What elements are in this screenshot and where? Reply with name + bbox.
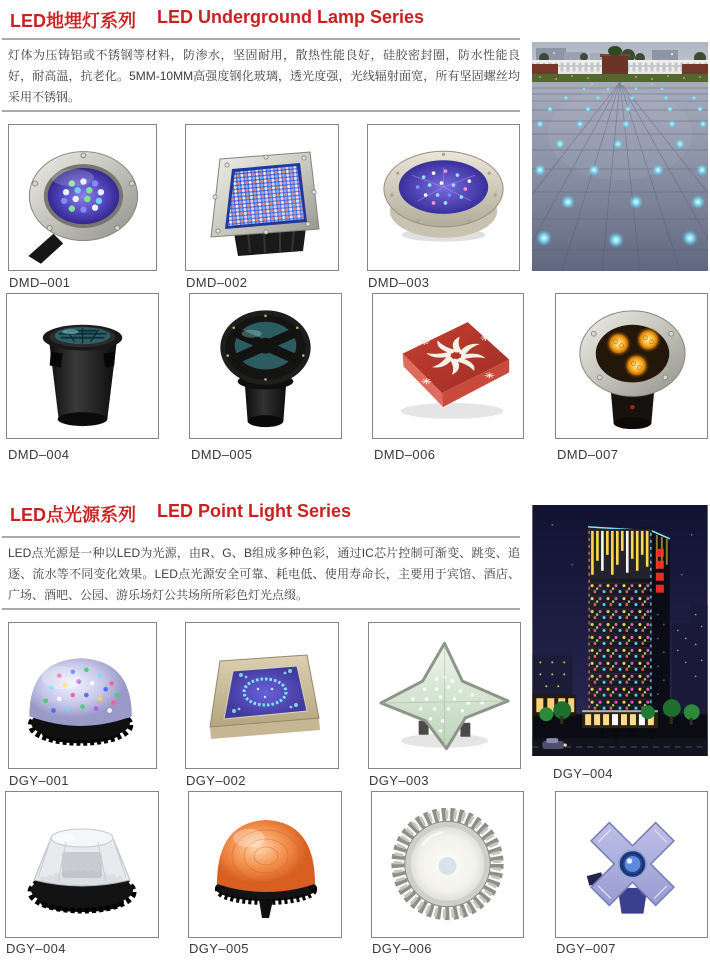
dmd-001-product-image <box>8 124 157 271</box>
dmd-005-product-image <box>189 293 342 439</box>
amber-led-underground-lamp-graphic <box>556 294 707 438</box>
product-code-label: DGY–002 <box>186 773 246 788</box>
product-code-label: DGY–006 <box>372 941 432 956</box>
orange-dome-point-light-graphic <box>189 792 341 937</box>
dgy-006-product-image <box>371 791 524 938</box>
divider <box>2 608 520 610</box>
red-tile-underground-lamp-graphic <box>373 294 523 438</box>
product-code-label: DMD–002 <box>186 275 248 290</box>
black-cylinder-underground-lamp-graphic <box>7 294 158 438</box>
dmd-003-product-image <box>367 124 520 271</box>
product-code-label: DGY–004 <box>6 941 66 956</box>
divider <box>2 536 520 538</box>
section-dgy-title-zh: LED点光源系列 <box>10 505 136 525</box>
section-dmd-title-zh: LED地埋灯系列 <box>10 11 136 31</box>
dgy-005-product-image <box>188 791 342 938</box>
dgy-001-product-image <box>8 622 157 769</box>
building-application-photo <box>532 505 708 756</box>
round-underground-lamp-graphic <box>9 125 156 270</box>
product-code-label: DGY–003 <box>369 773 429 788</box>
dmd-007-product-image <box>555 293 708 439</box>
product-code-label: DMD–007 <box>557 447 619 462</box>
grille-underground-lamp-graphic <box>190 294 341 438</box>
underground-lamp-plaza-scene <box>532 42 708 271</box>
dmd-002-product-image <box>185 124 339 271</box>
side-image-code-label: DGY–004 <box>553 766 613 781</box>
dmd-006-product-image <box>372 293 524 439</box>
dgy-007-product-image <box>555 791 708 938</box>
product-code-label: DGY–007 <box>556 941 616 956</box>
section-dmd-title-en: LED Underground Lamp Series <box>157 7 425 27</box>
divider <box>2 38 520 40</box>
heatsink-point-light-graphic <box>372 792 523 937</box>
dgy-004-product-image <box>5 791 159 938</box>
product-code-label: DMD–004 <box>8 447 70 462</box>
dgy-003-product-image <box>368 622 521 769</box>
product-code-label: DMD–003 <box>368 275 430 290</box>
point-light-building-scene <box>532 505 708 756</box>
section-dgy-title-en: LED Point Light Series <box>157 501 352 521</box>
bowl-underground-lamp-graphic <box>368 125 519 270</box>
divider <box>2 110 520 112</box>
dome-point-light-graphic <box>9 623 156 768</box>
plaza-application-photo <box>532 42 708 271</box>
square-underground-lamp-graphic <box>186 125 338 270</box>
section-dmd-description: 灯体为压铸铝或不锈钢等材料，防渗水，坚固耐用，散热性能良好，硅胶密封圈，防水性能良好，耐高温，抗老化。5MM-10MM高强度钢化玻璃，透光度强，光线辐射面宽，所有坚固螺丝均采用不锈钢。 <box>8 48 520 104</box>
product-code-label: DMD–005 <box>191 447 253 462</box>
section-dgy-description: LED点光源是一种以LED为光源，由R、G、B组成多种色彩，通过IC芯片控制可渐变、跳变、追逐、流水等不同变化效果。LED点光源安全可靠、耗电低、使用寿命长，主要用于宾馆、酒店、广场、酒吧、公园、游乐场灯公共场所所彩色灯光点缀。 <box>8 546 520 602</box>
cross-point-light-graphic <box>556 792 707 937</box>
clear-dome-point-light-graphic <box>6 792 158 937</box>
product-code-label: DGY–001 <box>9 773 69 788</box>
dgy-002-product-image <box>185 622 339 769</box>
product-code-label: DMD–006 <box>374 447 436 462</box>
product-code-label: DGY–005 <box>189 941 249 956</box>
dmd-004-product-image <box>6 293 159 439</box>
star-point-light-graphic <box>369 623 520 768</box>
square-tile-point-light-graphic <box>186 623 338 768</box>
product-code-label: DMD–001 <box>9 275 71 290</box>
